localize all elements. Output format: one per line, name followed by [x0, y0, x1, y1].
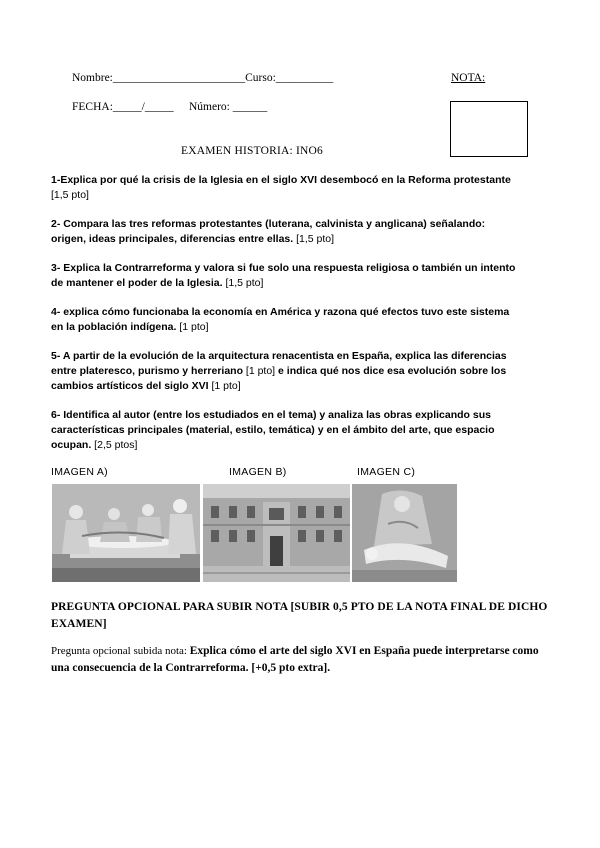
question-points: [1,5 pto] — [293, 233, 335, 245]
palace-facade-icon — [203, 484, 350, 582]
question-2 — [51, 217, 521, 247]
exam-title: EXAMEN HISTORIA: INO6 — [181, 145, 323, 157]
question-text: e indica qué nos dice esa evolución sobre los cambios artísticos del siglo XVI — [51, 365, 507, 392]
fecha-line: FECHA:_____/_____ — [72, 101, 174, 113]
sculpture-burial-icon — [52, 484, 200, 582]
nombre-curso-line: Nombre:_______________________Curso:__________ — [72, 72, 334, 84]
question-text: 5- A partir de la evolución de la arquitectura renacentista en España, explica las diferencias entre plateresco, purismo y herreriano — [51, 350, 507, 377]
question-points: [1,5 pto] — [51, 189, 89, 201]
optional-question — [51, 643, 551, 677]
question-points: [1 pto] — [208, 380, 241, 392]
image-a-label: IMAGEN A) — [51, 466, 108, 478]
question-6 — [51, 408, 521, 453]
question-text: 4- explica cómo funcionaba la economía en América y razona qué efectos tuvo este sistema en la población indígena. — [51, 306, 510, 333]
optional-body: Explica cómo el arte del siglo XVI en España puede interpretarse como una consecuencia de la Contrarreforma. [+0,5 pto extra]. — [51, 645, 539, 674]
numero-line: Número: ______ — [189, 101, 268, 113]
question-5 — [51, 349, 521, 394]
pieta-sculpture-icon — [352, 484, 457, 582]
question-1 — [51, 173, 521, 203]
question-points: [1 pto] — [242, 365, 279, 377]
image-c-label: IMAGEN C) — [357, 466, 416, 478]
optional-intro: Pregunta opcional subida nota: — [51, 645, 190, 657]
question-text: 1-Explica por qué la crisis de la Iglesia en el siglo XVI desembocó en la Reforma protestante — [51, 174, 511, 186]
optional-heading: PREGUNTA OPCIONAL PARA SUBIR NOTA [SUBIR 0,5 PTO DE LA NOTA FINAL DE DICHO EXAMEN] — [51, 601, 548, 630]
question-3 — [51, 261, 521, 291]
question-text: 3- Explica la Contrarreforma y valora si fue solo una respuesta religiosa o también un intento de mantener el poder de la Iglesia. — [51, 262, 516, 289]
question-points: [2,5 ptos] — [91, 439, 138, 451]
image-b-label: IMAGEN B) — [229, 466, 287, 478]
question-text: 6- Identifica al autor (entre los estudiados en el tema) y analiza las obras explicando sus características principales (material, estilo, temática) y en el ámbito del arte, que espacio ocupan. — [51, 409, 495, 451]
question-text: 2- Compara las tres reformas protestantes (luterana, calvinista y anglicana) señalando: origen, ideas principales, diferencias entre ellas. — [51, 218, 486, 245]
question-points: [1,5 pto] — [222, 277, 264, 289]
question-points: [1 pto] — [176, 321, 209, 333]
nota-box — [450, 101, 528, 157]
nota-label: NOTA: — [451, 72, 486, 84]
question-4 — [51, 305, 521, 335]
